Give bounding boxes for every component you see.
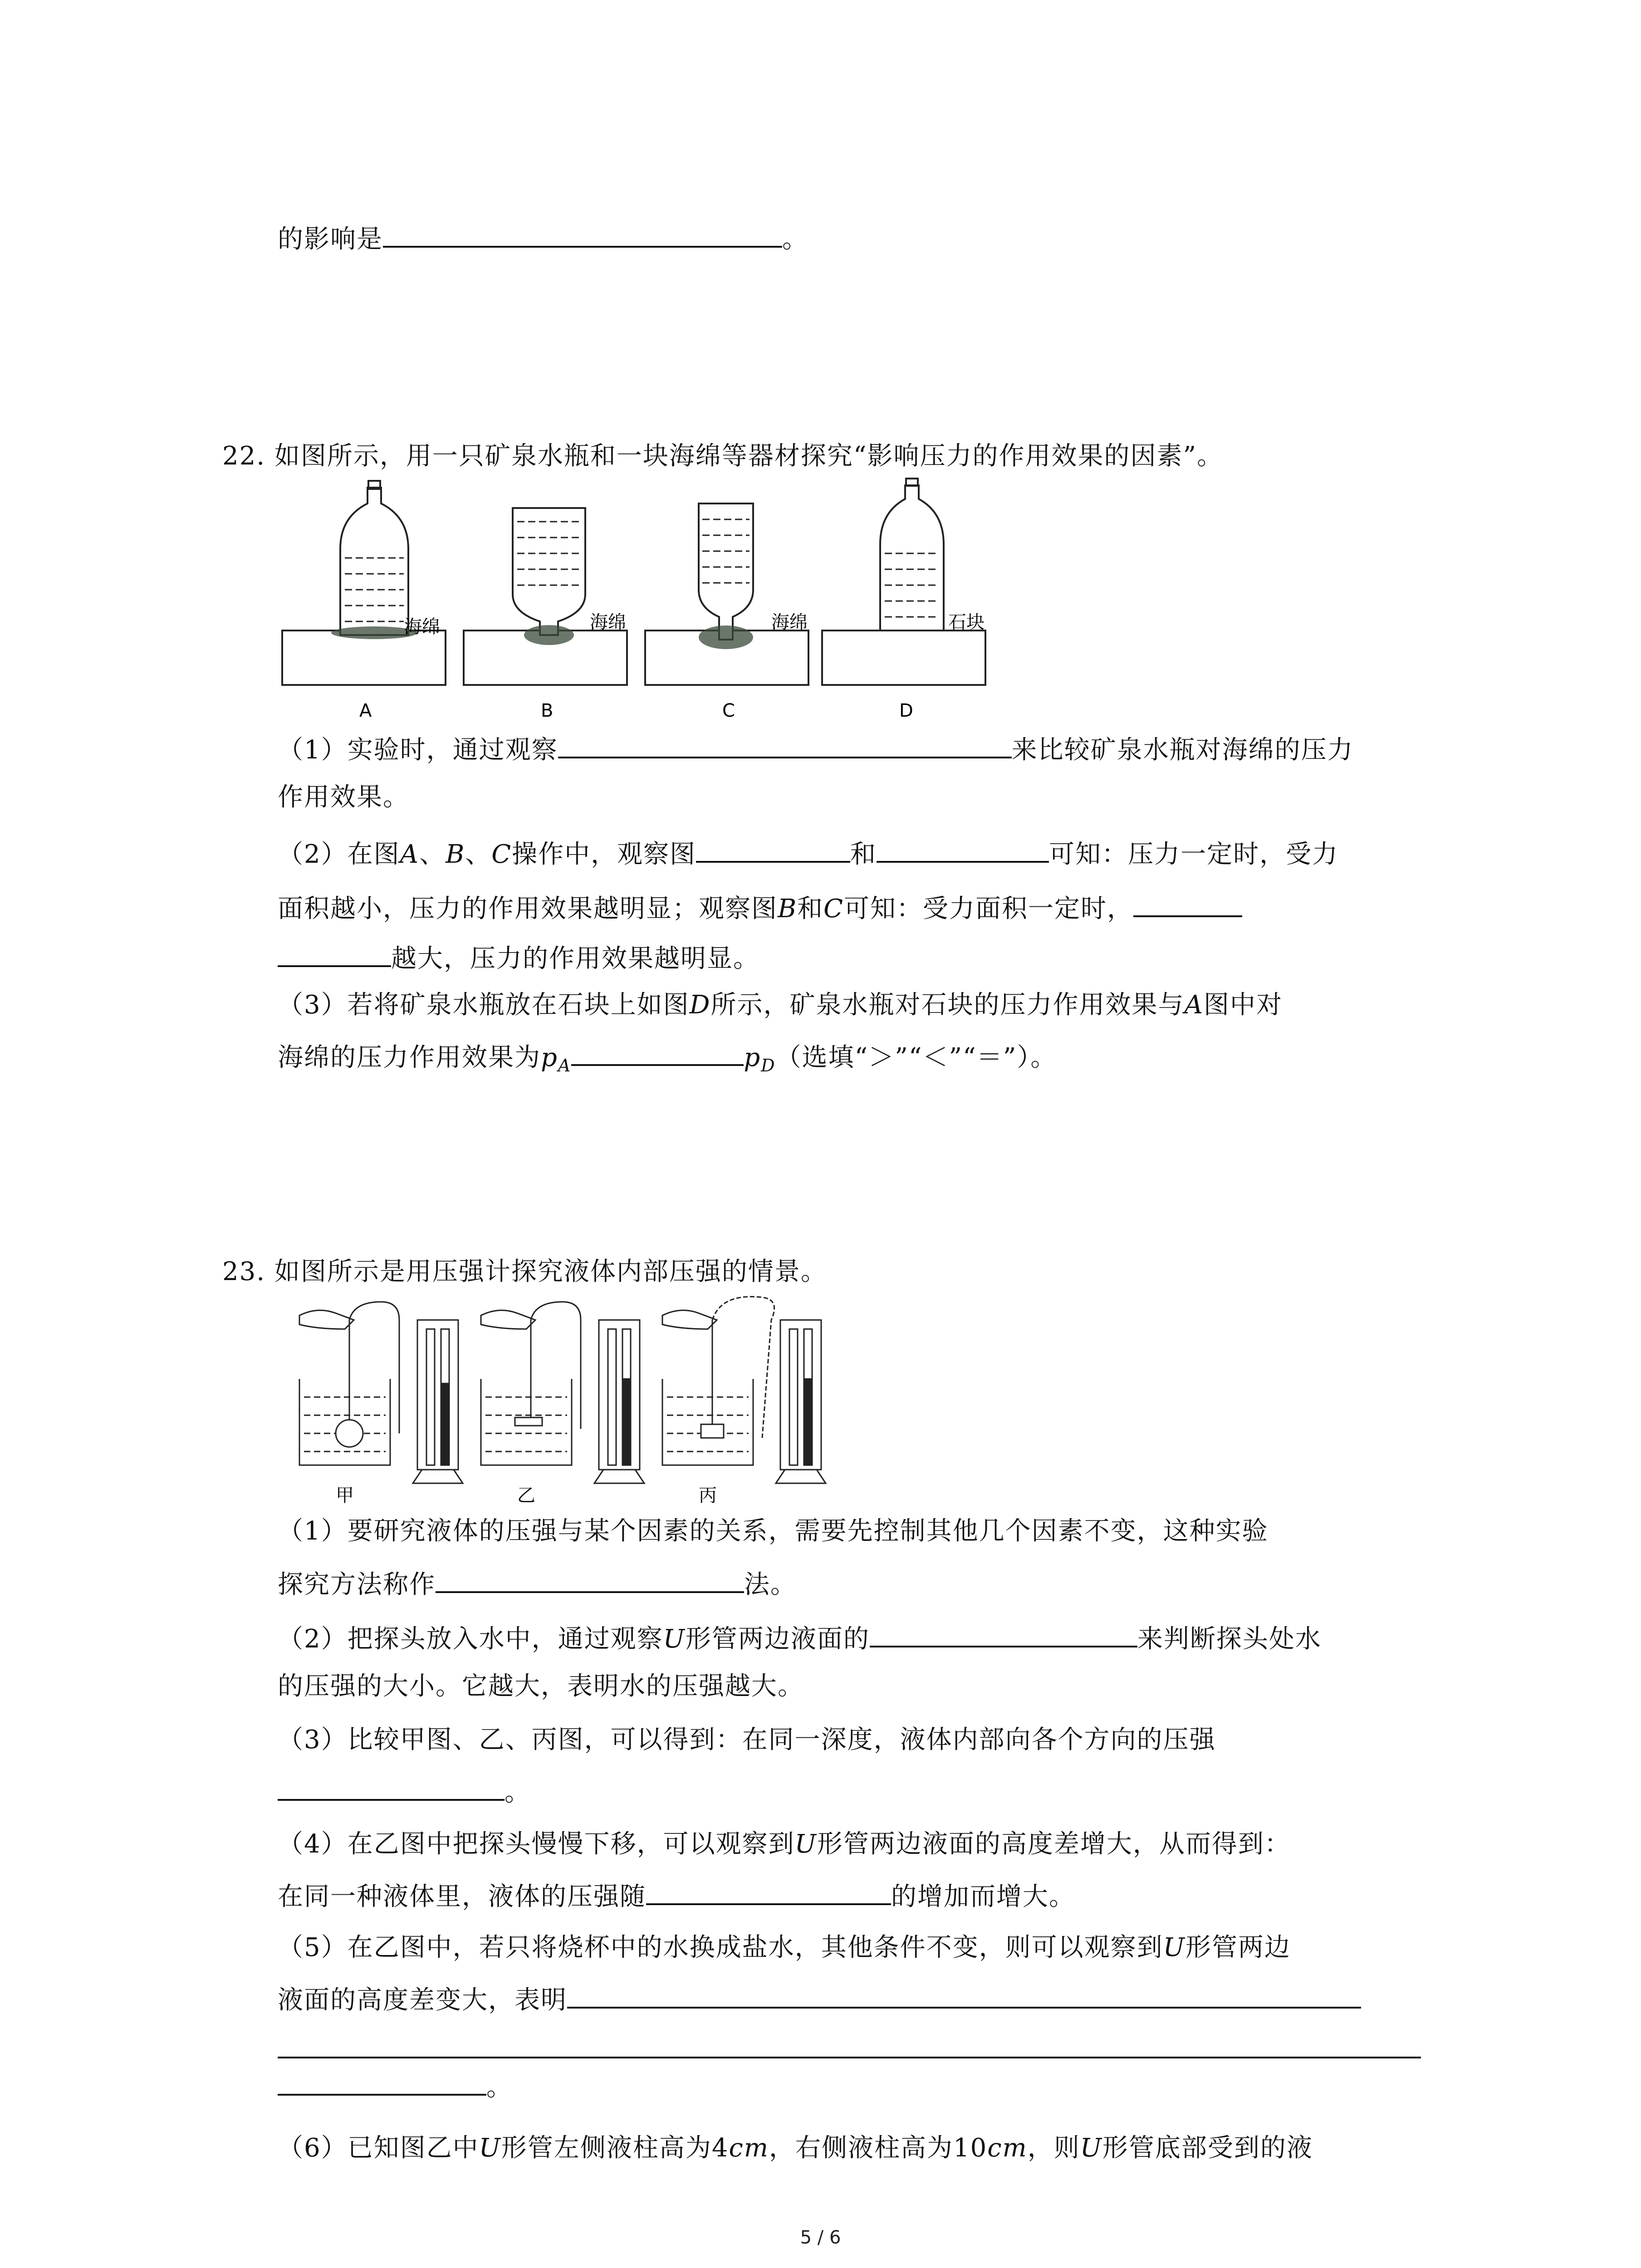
q22-stem: 22. 如图所示，用一只矿泉水瓶和一块海绵等器材探究“影响压力的作用效果的因素”。	[222, 441, 1224, 471]
q23-part3-line1: （3）比较甲图、乙、丙图，可以得到：在同一深度，液体内部向各个方向的压强	[278, 1725, 1216, 1755]
answer-blank[interactable]	[383, 220, 782, 248]
q23-part5-line2: 液面的高度差变大，表明	[278, 1981, 1361, 2017]
q22-part3-line2: 海绵的压力作用效果为$p_A$ $p_D$（选填“＞”“＜”“＝”）。	[278, 1039, 1057, 1082]
q22-part1-line2: 作用效果。	[278, 782, 409, 812]
stone-label: 石块	[948, 612, 985, 633]
answer-blank[interactable]	[278, 1774, 505, 1801]
answer-blank[interactable]	[1133, 890, 1242, 917]
q22-part2-line3: 越大，压力的作用效果越明显。	[278, 940, 759, 975]
q23-part2-line2: 的压强的大小。它越大，表明水的压强越大。	[278, 1672, 804, 1701]
q23-part4-line1: （4）在乙图中把探头慢慢下移，可以观察到U形管两边液面的高度差增大，从而得到：	[278, 1829, 1291, 1859]
figure-label-b: B	[541, 700, 554, 721]
top-line: 的影响是 。	[278, 220, 808, 256]
q22-part2-line2: 面积越小，压力的作用效果越明显；观察图B和C可知：受力面积一定时，	[278, 890, 1242, 925]
answer-blank[interactable]	[646, 1878, 891, 1905]
figure-label-jia: 甲	[336, 1485, 354, 1506]
page-number: 5 / 6	[800, 2227, 841, 2248]
figure-label-bing: 丙	[699, 1485, 717, 1506]
figure-label-c: C	[722, 700, 735, 721]
figure-label-d: D	[899, 700, 913, 721]
sponge-label: 海绵	[590, 612, 626, 633]
figure-label-a: A	[359, 700, 372, 721]
q23-part3-line2: 。	[278, 1774, 531, 1809]
q23-stem: 23. 如图所示是用压强计探究液体内部压强的情景。	[222, 1257, 827, 1286]
q23-part1-line2: 探究方法称作 法。	[278, 1566, 797, 1601]
sponge-label: 海绵	[404, 616, 440, 637]
q23-part5-line1: （5）在乙图中，若只将烧杯中的水换成盐水，其他条件不变，则可以观察到U形管两边	[278, 1933, 1291, 1962]
answer-blank[interactable]	[436, 1566, 744, 1593]
q22-part1-line1: （1）实验时，通过观察 来比较矿泉水瓶对海绵的压力	[278, 731, 1354, 767]
figure-label-yi: 乙	[517, 1485, 535, 1506]
q23-part1-line1: （1）要研究液体的压强与某个因素的关系，需要先控制其他几个因素不变，这种实验	[278, 1516, 1269, 1546]
answer-blank[interactable]	[278, 2031, 1421, 2058]
q23-figure	[290, 1293, 844, 1506]
q23-part4-line2: 在同一种液体里，液体的压强随 的增加而增大。	[278, 1878, 1075, 1913]
sponge-label: 海绵	[771, 612, 808, 633]
answer-blank[interactable]	[870, 1620, 1137, 1647]
q22-part3-line1: （3）若将矿泉水瓶放在石块上如图D所示，矿泉水瓶对石块的压力作用效果与A图中对	[278, 990, 1283, 1020]
answer-blank[interactable]	[278, 2068, 486, 2096]
answer-blank[interactable]	[567, 1981, 1361, 2009]
answer-blank[interactable]	[558, 731, 1012, 758]
answer-blank[interactable]	[877, 836, 1049, 863]
q23-part5-line3	[278, 2031, 1421, 2067]
q22-figure	[272, 476, 1043, 730]
answer-blank[interactable]	[571, 1039, 744, 1066]
q23-part5-line4: 。	[278, 2068, 513, 2104]
q23-part6-line1: （6）已知图乙中U形管左侧液柱高为4cm，右侧液柱高为10cm，则U形管底部受到的液	[278, 2133, 1313, 2163]
q22-part2-line1: （2）在图A、B、C操作中，观察图 和 可知：压力一定时，受力	[278, 836, 1338, 871]
answer-blank[interactable]	[278, 940, 391, 967]
q23-part2-line1: （2）把探头放入水中，通过观察U形管两边液面的 来判断探头处水	[278, 1620, 1322, 1656]
answer-blank[interactable]	[696, 836, 850, 863]
